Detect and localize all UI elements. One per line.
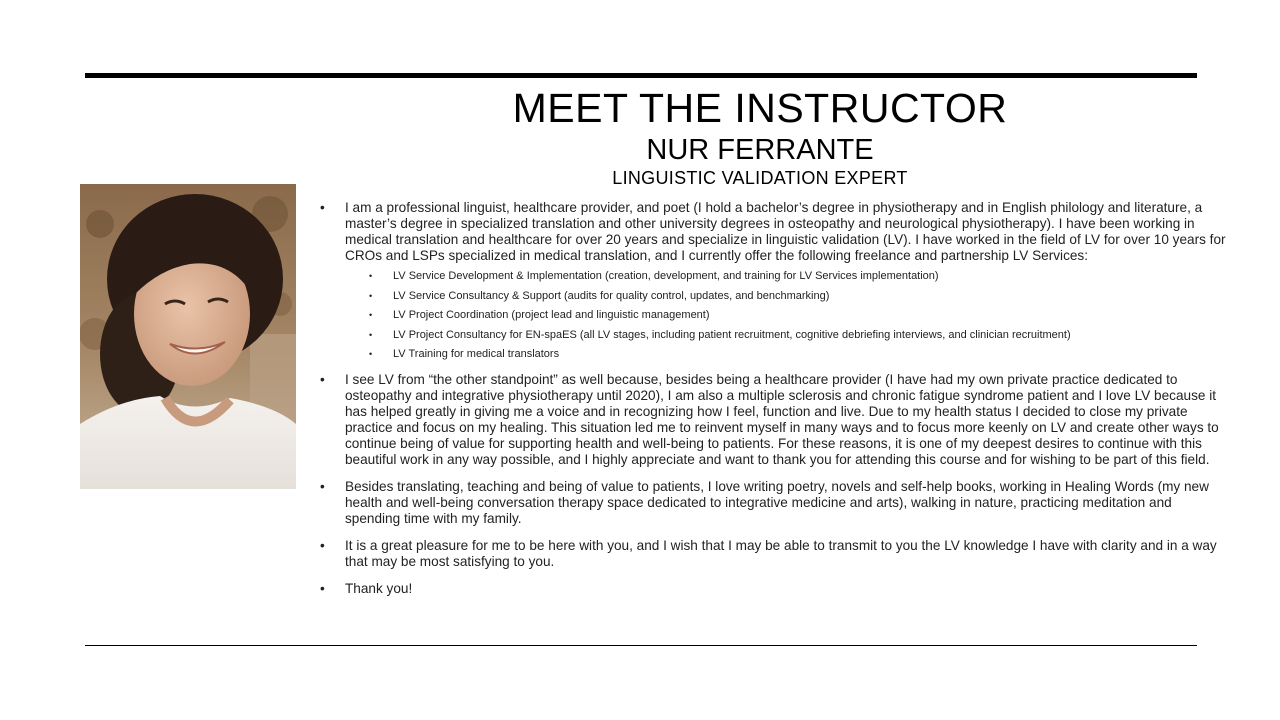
- bullet-icon: •: [369, 329, 373, 340]
- service-text: LV Service Development & Implementation (creation, development, and training for LV Services implementation): [393, 270, 939, 282]
- bullet-icon: •: [320, 538, 325, 554]
- service-item: [345, 308, 1228, 322]
- bio-text: Thank you!: [345, 581, 413, 597]
- bullet-icon: •: [320, 372, 325, 388]
- services-list: [345, 269, 1228, 361]
- service-item: [345, 328, 1228, 342]
- instructor-role: LINGUISTIC VALIDATION EXPERT: [612, 168, 908, 188]
- bullet-icon: •: [320, 581, 325, 597]
- top-rule: [85, 73, 1197, 78]
- bio-text: I see LV from “the other standpoint” as well because, besides being a healthcare provider (I have had my own private practice dedicated to osteopathy and integrative physiotherapy until 2020), I am also a multiple sclerosis and chronic fatigue syndrome patient and I love LV because it has helped greatly in giving me a voice and in recognizing how I feel, function and live. Due to my health status I decided to close my private practice and focus on my healing. This situation led me to reinvent myself in many ways and to focus more keenly on LV and create other ways to continue being of value for supporting health and well-being to patients. For these reasons, it is one of my deepest desires to continue with this beautiful work in any way possible, and I highly appreciate and want to thank you for attending this course and for wishing to be part of this field.: [345, 372, 1219, 468]
- service-item: [345, 269, 1228, 283]
- bio-content: [318, 200, 1228, 608]
- bullet-icon: •: [320, 200, 325, 215]
- bio-paragraph-4: [318, 538, 1228, 570]
- bullet-icon: •: [369, 349, 373, 360]
- bullet-icon: •: [369, 271, 373, 281]
- bio-paragraph-5: [318, 581, 1228, 597]
- bullet-icon: •: [320, 479, 325, 495]
- bullet-icon: •: [369, 310, 373, 321]
- service-text: LV Service Consultancy & Support (audits for quality control, updates, and benchmarking): [393, 289, 830, 302]
- bottom-rule: [85, 645, 1197, 646]
- bio-text: Besides translating, teaching and being of value to patients, I love writing poetry, novels and self-help books, working in Healing Words (my new health and well-being conversation therapy space dedicated to integrative medicine and arts), walking in nature, practicing meditation and spending time with my family.: [345, 479, 1209, 527]
- service-text: LV Project Coordination (project lead and linguistic management): [393, 309, 710, 322]
- bio-paragraph-2: [318, 372, 1228, 468]
- title-block: [480, 84, 1040, 189]
- service-item: [345, 347, 1228, 361]
- service-item: [345, 289, 1228, 303]
- page-title: MEET THE INSTRUCTOR: [512, 85, 1008, 131]
- instructor-photo: [80, 184, 296, 489]
- bio-text: I am a professional linguist, healthcare provider, and poet (I hold a bachelor’s degree in physiotherapy and in English philology and literature, a master’s degree in specialized translation and other university degrees in osteopathy and neurological physiotherapy). I have been working in medical translation and healthcare for over 20 years and specialize in linguistic validation (LV). I have worked in the field of LV for over 10 years for CROs and LSPs specialized in medical translation, and I currently offer the following freelance and partnership LV Services:: [345, 200, 1226, 263]
- service-text: LV Project Consultancy for EN-spaES (all LV stages, including patient recruitment, cognitive debriefing interviews, and clinician recruitment): [393, 328, 1071, 341]
- service-text: LV Training for medical translators: [393, 348, 560, 361]
- bullet-icon: •: [369, 290, 373, 301]
- instructor-name: NUR FERRANTE: [646, 134, 874, 166]
- bio-text: It is a great pleasure for me to be here with you, and I wish that I may be able to transmit to you the LV knowledge I have with clarity and in a way that may be most satisfying to you.: [345, 538, 1217, 570]
- bio-list: [318, 200, 1228, 597]
- bio-paragraph-1: [318, 200, 1228, 361]
- bio-paragraph-3: [318, 479, 1228, 527]
